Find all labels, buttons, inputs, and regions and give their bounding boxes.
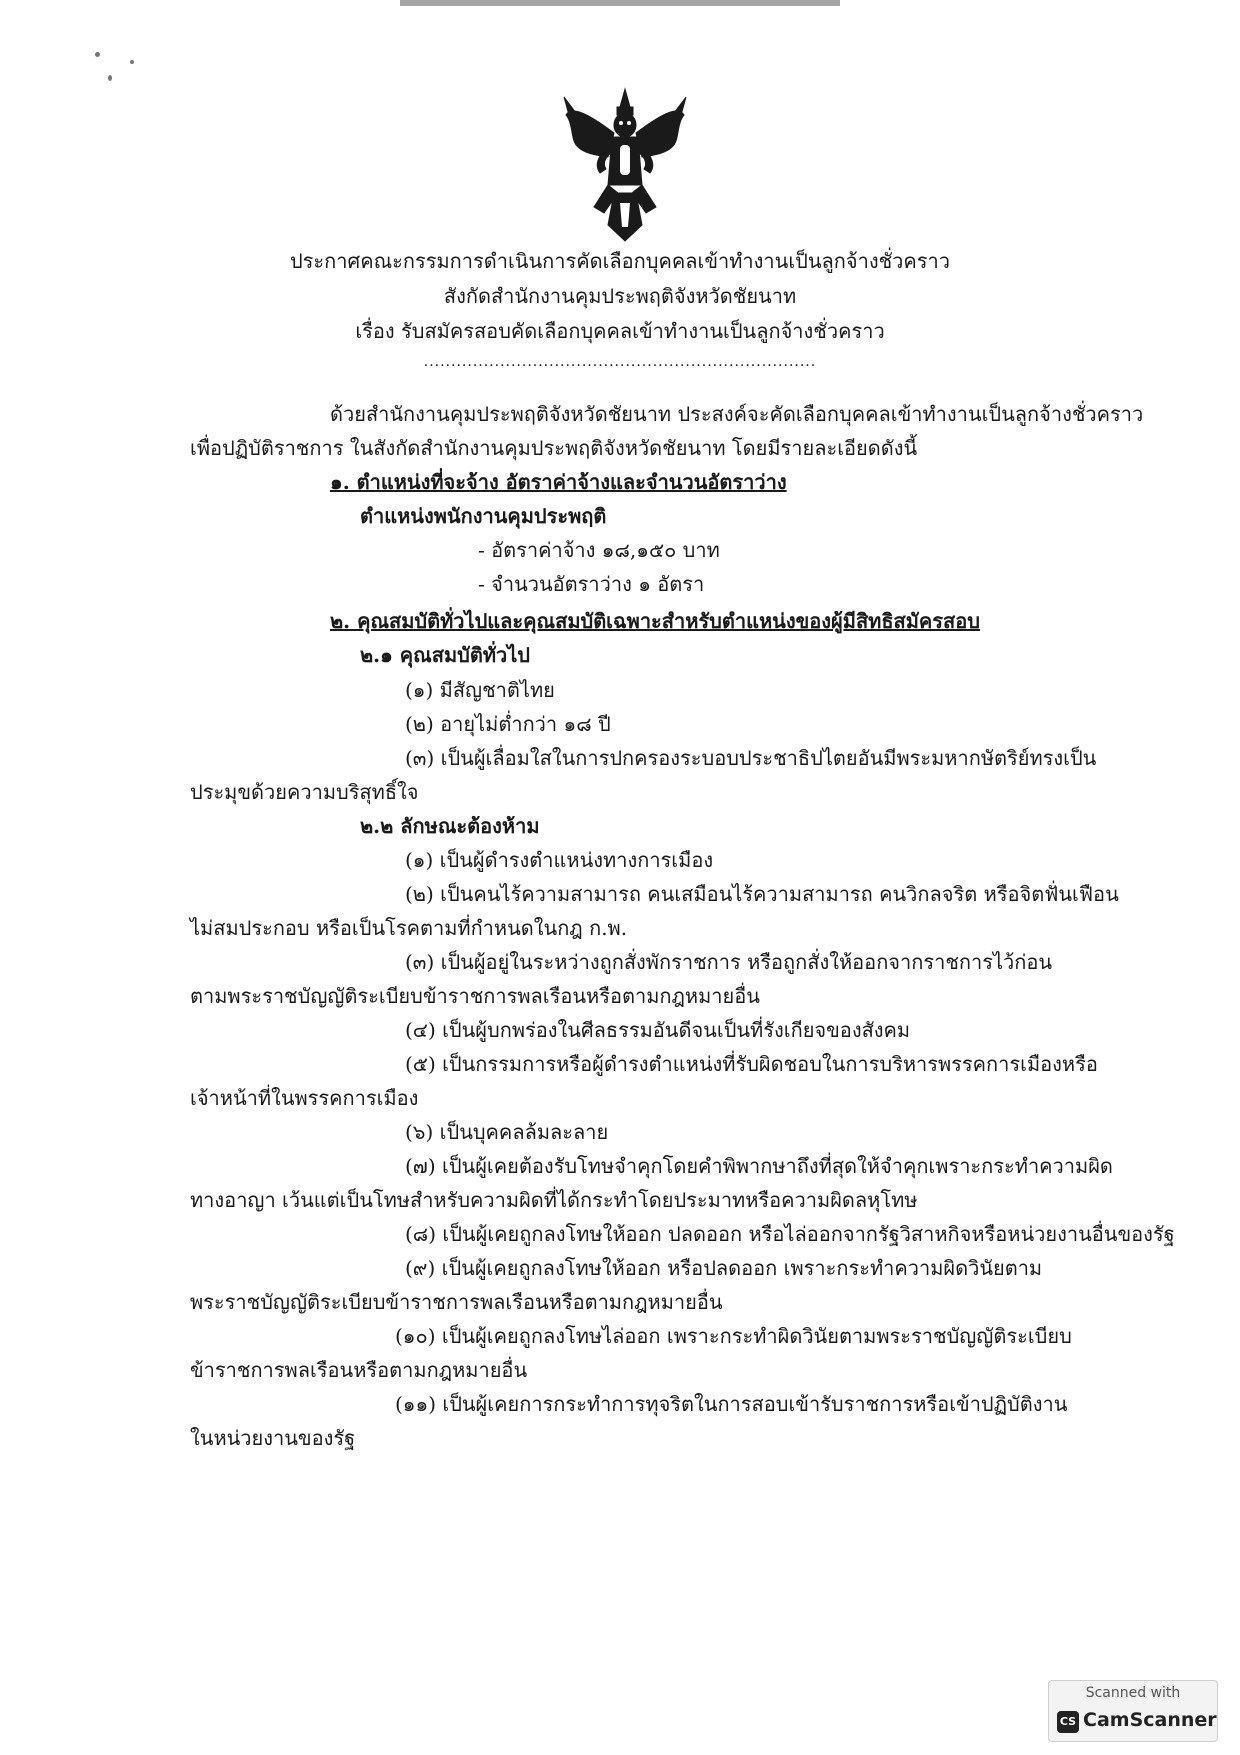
prohibition-item: (๖) เป็นบุคคลล้มละลาย (405, 1120, 609, 1144)
garuda-emblem-icon (560, 85, 690, 245)
prohibitions-heading: ๒.๒ ลักษณะต้องห้าม (360, 814, 540, 838)
announcement-title-line2: สังกัดสำนักงานคุมประพฤติจังหวัดชัยนาท (443, 284, 797, 308)
qualification-item: (๑) มีสัญชาติไทย (405, 678, 555, 702)
announcement-subject: เรื่อง รับสมัครสอบคัดเลือกบุคคลเข้าทำงานเป็นลูกจ้างชั่วคราว (355, 319, 885, 343)
announcement-title-line1: ประกาศคณะกรรมการดำเนินการคัดเลือกบุคคลเข้าทำงานเป็นลูกจ้างชั่วคราว (289, 249, 950, 273)
scan-edge-shadow (400, 0, 840, 6)
prohibition-item-cont: ทางอาญา เว้นแต่เป็นโทษสำหรับความผิดที่ได้กระทำโดยประมาทหรือความผิดลหุโทษ (190, 1188, 918, 1212)
prohibition-item: (๕) เป็นกรรมการหรือผู้ดำรงตำแหน่งที่รับผิดชอบในการบริหารพรรคการเมืองหรือ (405, 1052, 1098, 1076)
prohibition-item: (๑๐) เป็นผู้เคยถูกลงโทษไล่ออก เพราะกระทำผิดวินัยตามพระราชบัญญัติระเบียบ (395, 1324, 1072, 1348)
section1-heading: ๑. ตำแหน่งที่จะจ้าง อัตราค่าจ้างและจำนวนอัตราว่าง (330, 470, 787, 494)
vacancy-count: - จำนวนอัตราว่าง ๑ อัตรา (478, 572, 705, 596)
prohibition-item-cont: เจ้าหน้าที่ในพรรคการเมือง (190, 1086, 419, 1110)
prohibition-item-cont: ข้าราชการพลเรือนหรือตามกฎหมายอื่น (190, 1358, 528, 1382)
qualification-item: (๒) อายุไม่ต่ำกว่า ๑๘ ปี (405, 712, 611, 736)
camscanner-logo-icon: CS (1057, 1711, 1079, 1733)
prohibition-item: (๓) เป็นผู้อยู่ในระหว่างถูกสั่งพักราชการ หรือถูกสั่งให้ออกจากราชการไว้ก่อน (405, 950, 1053, 974)
prohibition-item-cont: พระราชบัญญัติระเบียบข้าราชการพลเรือนหรือตามกฎหมายอื่น (190, 1290, 723, 1314)
title-separator: ........................................................................ (423, 354, 817, 370)
prohibition-item-cont: ตามพระราชบัญญัติระเบียบข้าราชการพลเรือนหรือตามกฎหมายอื่น (190, 984, 760, 1008)
intro-paragraph-line2: เพื่อปฏิบัติราชการ ในสังกัดสำนักงานคุมประพฤติจังหวัดชัยนาท โดยมีรายละเอียดดังนี้ (190, 436, 918, 460)
prohibition-item: (๘) เป็นผู้เคยถูกลงโทษให้ออก ปลดออก หรือไล่ออกจากรัฐวิสาหกิจหรือหน่วยงานอื่นของรัฐ (405, 1222, 1175, 1246)
intro-paragraph-line1: ด้วยสำนักงานคุมประพฤติจังหวัดชัยนาท ประสงค์จะคัดเลือกบุคคลเข้าทำงานเป็นลูกจ้างชั่วคราว (330, 402, 1144, 426)
general-qualifications-heading: ๒.๑ คุณสมบัติทั่วไป (360, 643, 530, 667)
position-name: ตำแหน่งพนักงานคุมประพฤติ (360, 504, 607, 528)
prohibition-item: (๑๑) เป็นผู้เคยการกระทำการทุจริตในการสอบเข้ารับราชการหรือเข้าปฏิบัติงาน (395, 1392, 1068, 1416)
wage-rate: - อัตราค่าจ้าง ๑๘,๑๕๐ บาท (478, 538, 720, 562)
prohibition-item: (๔) เป็นผู้บกพร่องในศีลธรรมอันดีจนเป็นที่รังเกียจของสังคม (405, 1018, 911, 1042)
prohibition-item: (๑) เป็นผู้ดำรงตำแหน่งทางการเมือง (405, 848, 714, 872)
watermark-caption: Scanned with (1085, 1685, 1181, 1701)
prohibition-item-cont: ในหน่วยงานของรัฐ (190, 1426, 356, 1450)
scan-speck (130, 60, 134, 64)
prohibition-item: (๙) เป็นผู้เคยถูกลงโทษให้ออก หรือปลดออก เพราะกระทำความผิดวินัยตาม (405, 1256, 1043, 1280)
watermark-brand: CamScanner (1083, 1709, 1217, 1731)
prohibition-item: (๗) เป็นผู้เคยต้องรับโทษจำคุกโดยคำพิพากษาถึงที่สุดให้จำคุกเพราะกระทำความผิด (405, 1154, 1113, 1178)
scan-speck (95, 52, 100, 57)
prohibition-item-cont: ไม่สมประกอบ หรือเป็นโรคตามที่กำหนดในกฎ ก.พ. (190, 916, 628, 940)
section2-heading: ๒. คุณสมบัติทั่วไปและคุณสมบัติเฉพาะสำหรับตำแหน่งของผู้มีสิทธิสมัครสอบ (330, 609, 980, 633)
scan-speck (108, 75, 112, 81)
camscanner-watermark (1048, 1680, 1218, 1742)
qualification-item-cont: ประมุขด้วยความบริสุทธิ์ใจ (190, 780, 419, 804)
qualification-item: (๓) เป็นผู้เลื่อมใสในการปกครองระบอบประชาธิปไตยอันมีพระมหากษัตริย์ทรงเป็น (405, 746, 1097, 770)
prohibition-item: (๒) เป็นคนไร้ความสามารถ คนเสมือนไร้ความสามารถ คนวิกลจริต หรือจิตฟั่นเฟือน (405, 882, 1119, 906)
